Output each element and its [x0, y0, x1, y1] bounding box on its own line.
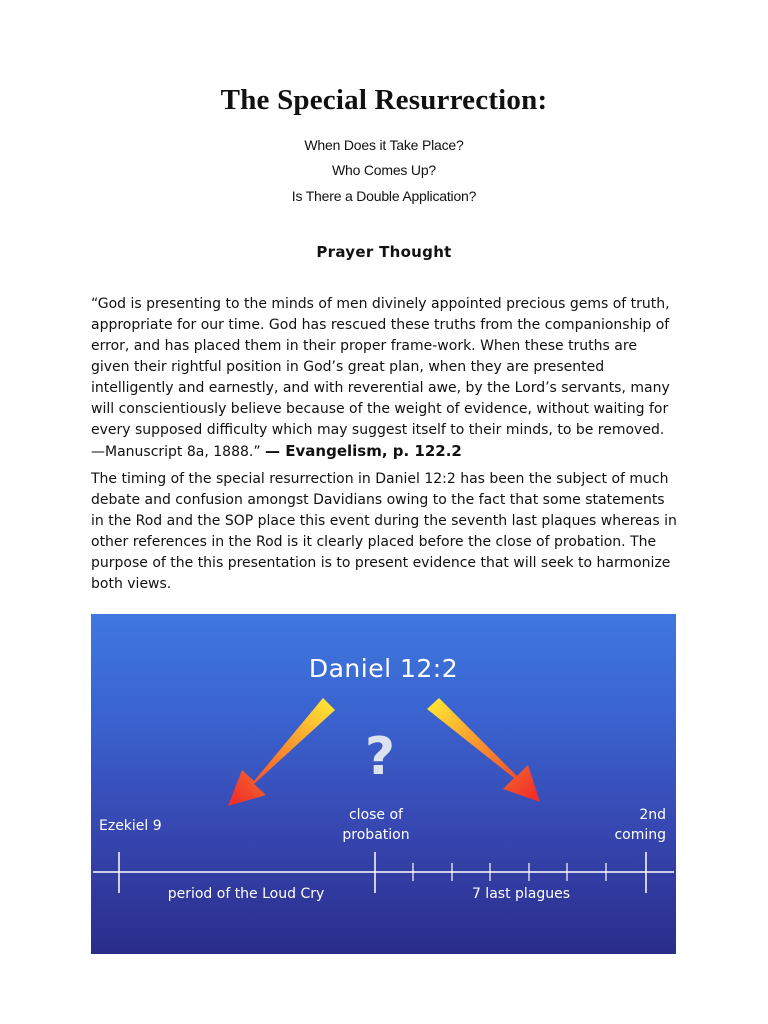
diagram-title: Daniel 12:2	[308, 654, 459, 683]
quote-text: “God is presenting to the minds of men divinely appointed precious gems of truth, appropriate for our time. God has rescued these truths from the companionship of error, and has placed them in their proper frame-work. When these truths are given their rightful position in God’s great plan, when they are presented intelligently and earnestly, and with reverential awe, by the Lord’s servants, many will conscientiously believe because of the weight of evidence, without waiting for every supposed difficulty which may suggest itself to their minds, to be removed.—Manuscript 8a, 1888.”	[91, 296, 670, 460]
label-period-loud-cry: period of the Loud Cry	[167, 886, 325, 902]
question-who: Who Comes Up?	[332, 162, 436, 178]
quote-paragraph	[91, 294, 677, 463]
right-arrow	[427, 698, 540, 802]
label-coming: coming	[614, 827, 666, 843]
quote-citation: — Evangelism, p. 122.2	[265, 442, 462, 460]
question-mark: ?	[364, 727, 396, 787]
label-probation: probation	[342, 827, 410, 843]
label-seven-last-plagues: 7 last plagues	[471, 886, 571, 902]
prayer-heading: Prayer Thought	[316, 243, 452, 261]
timeline-diagram	[91, 614, 676, 954]
left-arrow	[228, 698, 335, 806]
document-title: The Special Resurrection:	[220, 84, 548, 116]
label-2nd: 2nd	[639, 807, 666, 823]
question-double: Is There a Double Application?	[291, 188, 477, 204]
label-close-of: close of	[348, 807, 403, 823]
question-when: When Does it Take Place?	[304, 137, 464, 153]
intro-paragraph: The timing of the special resurrection in Daniel 12:2 has been the subject of much debate and confusion amongst Davidians owing to the fact that some statements in the Rod and the SOP place this event during the seventh last plaques whereas in other references in the Rod is it clearly placed before the close of probation. The purpose of the this presentation is to present evidence that will seek to harmonize both views.	[91, 471, 677, 592]
label-ezekiel-9: Ezekiel 9	[99, 818, 162, 834]
